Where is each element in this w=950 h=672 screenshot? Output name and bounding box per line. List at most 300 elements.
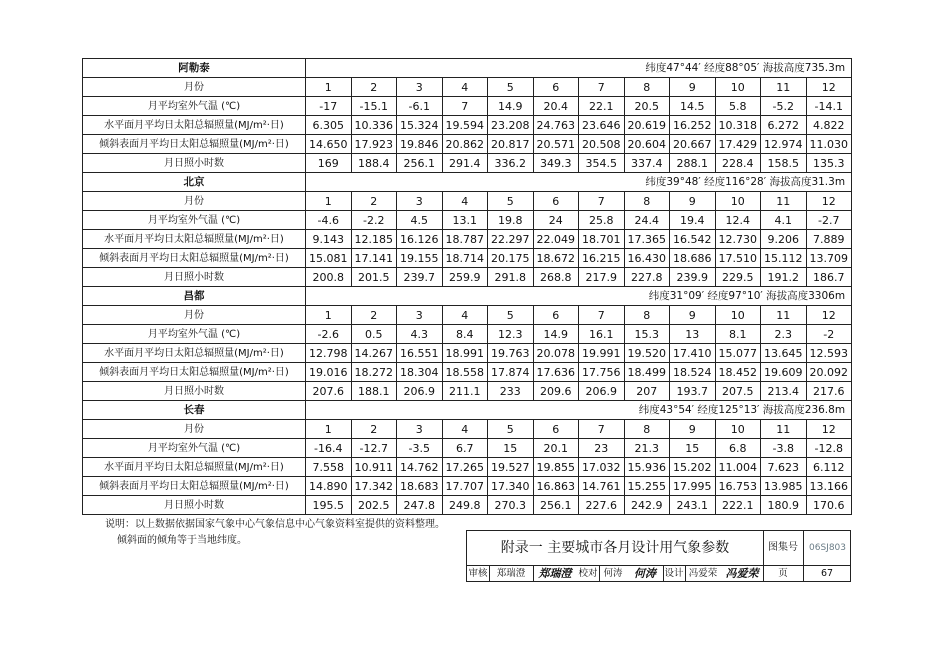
data-cell: 291.4 [442,154,488,173]
sunshine-hours-row [83,496,852,515]
data-cell: 19.609 [761,363,807,382]
temperature-row [83,439,852,458]
data-cell: 17.340 [488,477,534,496]
month-number: 11 [761,78,807,97]
data-cell: 135.3 [806,154,852,173]
footnote-line-2: 倾斜面的倾角等于当地纬度。 [117,535,247,546]
data-cell: 13.709 [806,249,852,268]
data-cell: 25.8 [579,211,625,230]
city-name: 长春 [83,401,306,420]
data-cell: 256.1 [397,154,443,173]
data-cell: 17.923 [351,135,397,154]
month-number: 7 [579,420,625,439]
data-cell: 21.3 [624,439,670,458]
data-cell: -12.8 [806,439,852,458]
data-cell: 17.410 [670,344,716,363]
month-number: 1 [306,420,352,439]
drawing-title: 附录一 主要城市各月设计用气象参数 [467,531,764,565]
data-cell: 4.1 [761,211,807,230]
data-cell: 233 [488,382,534,401]
data-cell: 22.1 [579,97,625,116]
data-cell: 19.016 [306,363,352,382]
data-cell: 15.077 [715,344,761,363]
data-cell: 10.911 [351,458,397,477]
data-cell: 12.185 [351,230,397,249]
data-cell: 15 [670,439,716,458]
temperature-row-label: 月平均室外气温 (℃) [83,439,306,458]
data-cell: 14.650 [306,135,352,154]
horizontal-radiation-row-label: 水平面月平均日太阳总辐照量(MJ/m²·日) [83,344,306,363]
city-name: 昌都 [83,287,306,306]
data-cell: 6.305 [306,116,352,135]
month-number: 4 [442,306,488,325]
city-location-meta: 纬度43°54′ 经度125°13′ 海拔高度236.8m [306,401,852,420]
inclined-radiation-row-label: 倾斜表面月平均日太阳总辐照量(MJ/m²·日) [83,363,306,382]
data-cell: 188.1 [351,382,397,401]
data-cell: 19.4 [670,211,716,230]
month-number: 4 [442,192,488,211]
month-number: 10 [715,420,761,439]
data-cell: 20.571 [533,135,579,154]
temperature-row [83,211,852,230]
data-cell: 207 [624,382,670,401]
month-number: 10 [715,306,761,325]
data-cell: 20.667 [670,135,716,154]
city-header-row [83,287,852,306]
data-cell: -2 [806,325,852,344]
data-cell: 19.155 [397,249,443,268]
temperature-row [83,325,852,344]
designer-signature: 冯爱荣 [721,565,764,582]
reviewer-signature: 郑瑞澄 [538,567,572,580]
temperature-row-label: 月平均室外气温 (℃) [83,325,306,344]
month-number: 4 [442,420,488,439]
month-number: 12 [806,306,852,325]
data-cell: 12.593 [806,344,852,363]
checker-signature: 何涛 [627,565,664,582]
data-cell: 15.324 [397,116,443,135]
month-number: 8 [624,306,670,325]
data-cell: 14.9 [488,97,534,116]
sunshine-hours-row-label: 月日照小时数 [83,382,306,401]
data-cell: 16.753 [715,477,761,496]
data-cell: 24.4 [624,211,670,230]
data-cell: 222.1 [715,496,761,515]
data-cell: 18.991 [442,344,488,363]
data-cell: -14.1 [806,97,852,116]
data-cell: 12.4 [715,211,761,230]
data-cell: 17.429 [715,135,761,154]
data-cell: 2.3 [761,325,807,344]
month-number: 9 [670,420,716,439]
data-cell: 227.8 [624,268,670,287]
data-cell: 211.1 [442,382,488,401]
data-cell: 13.166 [806,477,852,496]
data-cell: 14.5 [670,97,716,116]
month-row [83,78,852,97]
month-number: 9 [670,78,716,97]
data-cell: 9.206 [761,230,807,249]
data-cell: 15.202 [670,458,716,477]
data-cell: 18.304 [397,363,443,382]
data-cell: 16.215 [579,249,625,268]
data-cell: 20.4 [533,97,579,116]
sunshine-hours-row [83,268,852,287]
month-label: 月份 [83,306,306,325]
month-number: 6 [533,78,579,97]
data-cell: 6.112 [806,458,852,477]
data-cell: -5.2 [761,97,807,116]
data-cell: 17.342 [351,477,397,496]
data-cell: 14.761 [579,477,625,496]
month-label: 月份 [83,192,306,211]
month-number: 3 [397,420,443,439]
data-cell: 18.787 [442,230,488,249]
data-cell: 24.763 [533,116,579,135]
month-number: 6 [533,420,579,439]
month-number: 9 [670,192,716,211]
data-cell: -15.1 [351,97,397,116]
data-cell: 13.985 [761,477,807,496]
data-cell: 201.5 [351,268,397,287]
temperature-row [83,97,852,116]
horizontal-radiation-row-label: 水平面月平均日太阳总辐照量(MJ/m²·日) [83,116,306,135]
data-cell: 22.297 [488,230,534,249]
data-cell: 10.336 [351,116,397,135]
data-cell: 7.889 [806,230,852,249]
data-cell: 195.5 [306,496,352,515]
data-cell: 12.730 [715,230,761,249]
data-cell: 20.862 [442,135,488,154]
data-cell: 249.8 [442,496,488,515]
data-cell: -4.6 [306,211,352,230]
data-cell: 20.5 [624,97,670,116]
data-cell: 14.762 [397,458,443,477]
data-cell: 22.049 [533,230,579,249]
data-cell: 20.817 [488,135,534,154]
data-cell: 206.9 [397,382,443,401]
data-cell: 14.890 [306,477,352,496]
data-cell: 17.032 [579,458,625,477]
inclined-radiation-row-label: 倾斜表面月平均日太阳总辐照量(MJ/m²·日) [83,477,306,496]
data-cell: 9.143 [306,230,352,249]
month-number: 6 [533,192,579,211]
sunshine-hours-row [83,154,852,173]
data-cell: 7.623 [761,458,807,477]
data-cell: -3.5 [397,439,443,458]
data-cell: 24 [533,211,579,230]
data-cell: 6.7 [442,439,488,458]
month-number: 10 [715,192,761,211]
data-cell: 18.499 [624,363,670,382]
atlas-number-stamp: 06SJ803 [809,543,846,553]
month-number: 12 [806,78,852,97]
data-cell: 15.936 [624,458,670,477]
month-number: 3 [397,78,443,97]
data-cell: 349.3 [533,154,579,173]
data-cell: -2.6 [306,325,352,344]
horizontal-radiation-row-label: 水平面月平均日太阳总辐照量(MJ/m²·日) [83,230,306,249]
data-cell: 16.863 [533,477,579,496]
data-cell: 11.004 [715,458,761,477]
month-number: 1 [306,192,352,211]
month-number: 6 [533,306,579,325]
data-cell: 209.6 [533,382,579,401]
temperature-row-label: 月平均室外气温 (℃) [83,211,306,230]
data-cell: 4.3 [397,325,443,344]
data-cell: 180.9 [761,496,807,515]
month-number: 3 [397,192,443,211]
data-cell: 217.6 [806,382,852,401]
data-cell: 20.078 [533,344,579,363]
data-cell: 15.255 [624,477,670,496]
month-number: 1 [306,78,352,97]
inclined-radiation-row [83,249,852,268]
city-header-row [83,59,852,78]
month-number: 5 [488,306,534,325]
city-header-row [83,173,852,192]
city-name: 阿勒泰 [83,59,306,78]
data-cell: 158.5 [761,154,807,173]
data-cell: 10.318 [715,116,761,135]
month-number: 2 [351,420,397,439]
data-cell: 217.9 [579,268,625,287]
month-number: 11 [761,420,807,439]
data-cell: 19.855 [533,458,579,477]
data-cell: 18.701 [579,230,625,249]
data-cell: 206.9 [579,382,625,401]
data-cell: 8.1 [715,325,761,344]
month-number: 5 [488,78,534,97]
month-number: 11 [761,192,807,211]
month-number: 9 [670,306,716,325]
data-cell: 15.112 [761,249,807,268]
data-cell: 15.081 [306,249,352,268]
data-cell: 18.714 [442,249,488,268]
month-number: 7 [579,78,625,97]
month-number: 4 [442,78,488,97]
data-cell: 228.4 [715,154,761,173]
sunshine-hours-row [83,382,852,401]
data-cell: 19.763 [488,344,534,363]
data-cell: 268.8 [533,268,579,287]
data-cell: -3.8 [761,439,807,458]
data-cell: 202.5 [351,496,397,515]
data-cell: 23.208 [488,116,534,135]
data-cell: 15 [488,439,534,458]
data-cell: 14.267 [351,344,397,363]
data-cell: 18.558 [442,363,488,382]
data-cell: 15.3 [624,325,670,344]
data-cell: 13 [670,325,716,344]
reviewer-name: 郑瑞澄 [489,565,534,582]
data-cell: 20.175 [488,249,534,268]
month-number: 7 [579,306,625,325]
inclined-radiation-row-label: 倾斜表面月平均日太阳总辐照量(MJ/m²·日) [83,249,306,268]
data-cell: 193.7 [670,382,716,401]
data-cell: 191.2 [761,268,807,287]
footnote-line-1: 说明：以上数据依据国家气象中心气象信息中心气象资料室提供的资料整理。 [105,519,445,530]
month-label: 月份 [83,78,306,97]
data-cell: 291.8 [488,268,534,287]
data-cell: 16.252 [670,116,716,135]
data-cell: 242.9 [624,496,670,515]
title-block [466,530,851,582]
data-cell: 259.9 [442,268,488,287]
data-cell: 169 [306,154,352,173]
data-cell: 4.5 [397,211,443,230]
data-cell: 20.604 [624,135,670,154]
month-label: 月份 [83,420,306,439]
data-cell: 18.452 [715,363,761,382]
data-cell: 17.756 [579,363,625,382]
review-label: 审核 [467,565,490,582]
month-number: 8 [624,420,670,439]
month-number: 12 [806,192,852,211]
sunshine-hours-row-label: 月日照小时数 [83,154,306,173]
inclined-radiation-row [83,363,852,382]
page-label: 页 [763,565,804,582]
inclined-radiation-row-label: 倾斜表面月平均日太阳总辐照量(MJ/m²·日) [83,135,306,154]
data-cell: 4.822 [806,116,852,135]
data-cell: 186.7 [806,268,852,287]
data-cell: 288.1 [670,154,716,173]
weather-table-sheet [82,58,851,515]
data-cell: 270.3 [488,496,534,515]
city-header-row [83,401,852,420]
data-cell: 13.1 [442,211,488,230]
horizontal-radiation-row [83,230,852,249]
data-cell: 256.1 [533,496,579,515]
data-cell: 17.265 [442,458,488,477]
data-cell: 20.092 [806,363,852,382]
designer-name: 冯爱荣 [688,568,718,579]
inclined-radiation-row [83,135,852,154]
data-cell: 12.3 [488,325,534,344]
data-cell: 19.527 [488,458,534,477]
data-cell: 7.558 [306,458,352,477]
inclined-radiation-row [83,477,852,496]
data-cell: 16.126 [397,230,443,249]
month-number: 12 [806,420,852,439]
data-cell: 16.1 [579,325,625,344]
data-cell: 23.646 [579,116,625,135]
month-number: 11 [761,306,807,325]
data-cell: 239.7 [397,268,443,287]
data-cell: 12.798 [306,344,352,363]
data-cell: 5.8 [715,97,761,116]
data-cell: 17.707 [442,477,488,496]
month-number: 1 [306,306,352,325]
data-cell: 18.683 [397,477,443,496]
climate-data-table [82,58,852,515]
footnote [105,517,445,549]
data-cell: 17.141 [351,249,397,268]
data-cell: 20.1 [533,439,579,458]
horizontal-radiation-row [83,116,852,135]
data-cell: 207.6 [306,382,352,401]
data-cell: 6.8 [715,439,761,458]
data-cell: 239.9 [670,268,716,287]
city-location-meta: 纬度31°09′ 经度97°10′ 海拔高度3306m [306,287,852,306]
data-cell: 13.645 [761,344,807,363]
city-location-meta: 纬度39°48′ 经度116°28′ 海拔高度31.3m [306,173,852,192]
data-cell: 337.4 [624,154,670,173]
month-number: 5 [488,192,534,211]
atlas-number-label: 图集号 [763,531,804,565]
data-cell: -12.7 [351,439,397,458]
data-cell: 14.9 [533,325,579,344]
temperature-row-label: 月平均室外气温 (℃) [83,97,306,116]
sunshine-hours-row-label: 月日照小时数 [83,496,306,515]
month-number: 3 [397,306,443,325]
data-cell: 17.995 [670,477,716,496]
sunshine-hours-row-label: 月日照小时数 [83,268,306,287]
data-cell: -17 [306,97,352,116]
data-cell: 229.5 [715,268,761,287]
checker-name: 何涛 [603,568,623,579]
data-cell: 247.8 [397,496,443,515]
data-cell: 20.619 [624,116,670,135]
data-cell: 18.272 [351,363,397,382]
data-cell: 19.520 [624,344,670,363]
city-name: 北京 [83,173,306,192]
data-cell: 18.686 [670,249,716,268]
horizontal-radiation-row-label: 水平面月平均日太阳总辐照量(MJ/m²·日) [83,458,306,477]
data-cell: 18.672 [533,249,579,268]
data-cell: 18.524 [670,363,716,382]
month-row [83,306,852,325]
data-cell: 207.5 [715,382,761,401]
data-cell: 6.272 [761,116,807,135]
data-cell: 336.2 [488,154,534,173]
data-cell: 19.991 [579,344,625,363]
month-number: 2 [351,192,397,211]
month-number: 8 [624,78,670,97]
month-number: 2 [351,306,397,325]
month-number: 2 [351,78,397,97]
data-cell: -2.2 [351,211,397,230]
data-cell: 16.430 [624,249,670,268]
data-cell: 213.4 [761,382,807,401]
data-cell: 19.594 [442,116,488,135]
data-cell: 200.8 [306,268,352,287]
city-location-meta: 纬度47°44′ 经度88°05′ 海拔高度735.3m [306,59,852,78]
data-cell: 17.510 [715,249,761,268]
data-cell: 19.846 [397,135,443,154]
data-cell: 12.974 [761,135,807,154]
data-cell: 17.636 [533,363,579,382]
data-cell: 227.6 [579,496,625,515]
data-cell: 16.551 [397,344,443,363]
data-cell: 0.5 [351,325,397,344]
month-row [83,192,852,211]
data-cell: 188.4 [351,154,397,173]
data-cell: 17.365 [624,230,670,249]
data-cell: 20.508 [579,135,625,154]
data-cell: -2.7 [806,211,852,230]
data-cell: 354.5 [579,154,625,173]
data-cell: 16.542 [670,230,716,249]
data-cell: 7 [442,97,488,116]
page-number: 67 [820,568,834,579]
data-cell: -6.1 [397,97,443,116]
month-number: 8 [624,192,670,211]
month-number: 10 [715,78,761,97]
data-cell: 23 [579,439,625,458]
data-cell: 243.1 [670,496,716,515]
data-cell: -16.4 [306,439,352,458]
